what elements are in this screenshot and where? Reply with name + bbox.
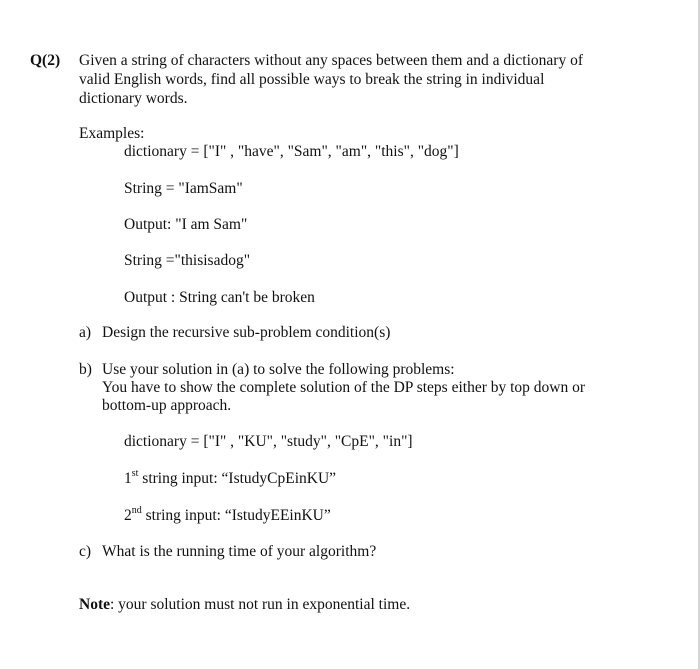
note bbox=[79, 595, 410, 614]
question-number: Q(2) bbox=[30, 52, 61, 69]
question-text bbox=[79, 51, 584, 108]
input-1-text: string input: “IstudyCpEinKU” bbox=[138, 470, 337, 487]
example-output-2: Output : String can't be broken bbox=[124, 289, 315, 306]
example-string-1: String = "IamSam" bbox=[124, 180, 243, 197]
part-b-dictionary: dictionary = ["I" , "KU", "study", "CpE", "in"] bbox=[124, 433, 413, 450]
input-1-ordinal: 1 bbox=[124, 470, 132, 487]
input-2-ordinal: 2 bbox=[124, 507, 132, 524]
example-dictionary: dictionary = ["I" , "have", "Sam", "am", "this", "dog"] bbox=[124, 143, 459, 160]
part-c-letter: c) bbox=[79, 543, 92, 560]
note-label: Note bbox=[79, 596, 110, 613]
part-b-line-1: Use your solution in (a) to solve the following problems: bbox=[102, 361, 455, 378]
example-output-1: Output: "I am Sam" bbox=[124, 216, 248, 233]
part-b-input-2 bbox=[124, 506, 331, 525]
part-b-line-3: bottom-up approach. bbox=[102, 397, 232, 414]
question-line-3: dictionary words. bbox=[79, 90, 188, 107]
part-c-text: What is the running time of your algorithm? bbox=[102, 543, 377, 560]
input-1-suffix: st bbox=[131, 467, 139, 479]
question-line-2: valid English words, find all possible ways to break the string in individual bbox=[79, 71, 545, 88]
part-b-input-1 bbox=[124, 469, 336, 488]
question-line-1: Given a string of characters without any spaces between them and a dictionary of bbox=[79, 52, 583, 69]
example-string-2: String ="thisisadog" bbox=[124, 252, 251, 269]
examples-heading: Examples: bbox=[79, 125, 145, 142]
input-2-text: string input: “IstudyEEinKU” bbox=[141, 507, 331, 524]
input-2-suffix: nd bbox=[131, 504, 142, 516]
part-a-letter: a) bbox=[79, 324, 92, 341]
note-text: : your solution must not run in exponential time. bbox=[110, 596, 411, 613]
part-b-line-2: You have to show the complete solution of the DP steps either by top down or bbox=[102, 379, 586, 396]
part-b-letter: b) bbox=[79, 361, 92, 378]
part-a-text: Design the recursive sub-problem condition(s) bbox=[102, 324, 391, 341]
